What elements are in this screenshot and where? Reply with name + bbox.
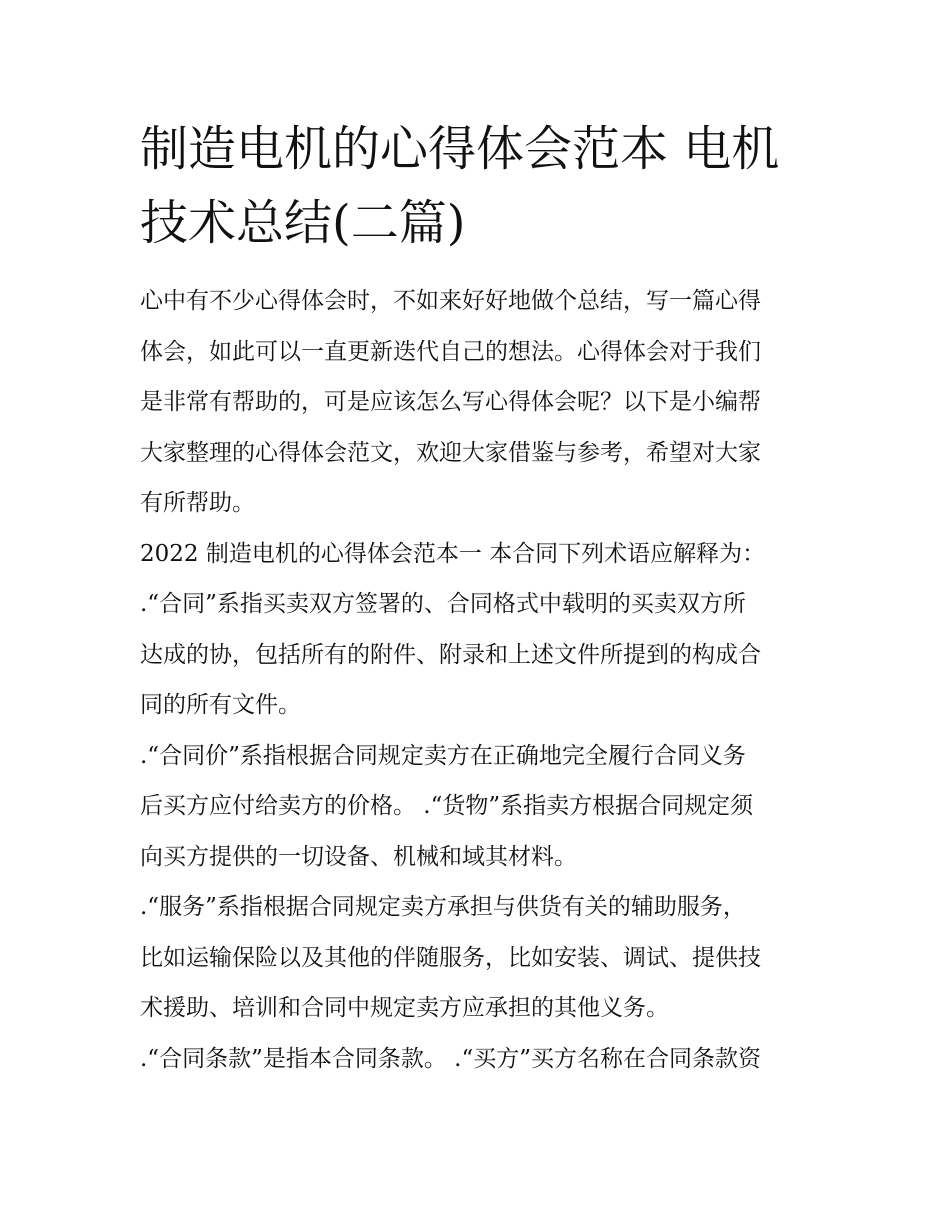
body-line: 体会，如此可以一直更新迭代自己的想法。心得体会对于我们: [140, 338, 761, 365]
body-line: 有所帮助。: [140, 490, 255, 516]
body-line: 大家整理的心得体会范文，欢迎大家借鉴与参考，希望对大家: [140, 439, 761, 466]
title-line: 制造电机的心得体会范本 电机: [140, 121, 780, 177]
body-line: 同的所有文件。: [140, 692, 301, 718]
body-line: .“合同条款”是指本合同条款。 .“买方”买方名称在合同条款资: [140, 1045, 761, 1072]
body-line: 2022 制造电机的心得体会范本一 本合同下列术语应解释为：: [140, 540, 766, 567]
body-line: .“合同”系指买卖双方签署的、合同格式中载明的买卖双方所: [140, 591, 746, 617]
document-title: [140, 112, 820, 260]
body-line: 术援助、培训和合同中规定卖方应承担的其他义务。: [140, 995, 669, 1021]
title-line: 技术总结(二篇): [140, 195, 466, 251]
document-body: [140, 276, 830, 1084]
body-line: 达成的协，包括所有的附件、附录和上述文件所提到的构成合: [140, 641, 761, 668]
body-line: .“合同价”系指根据合同规定卖方在正确地完全履行合同义务: [140, 742, 746, 769]
body-line: 心中有不少心得体会时，不如来好好地做个总结，写一篇心得: [140, 288, 761, 314]
body-line: 向买方提供的一切设备、机械和域其材料。: [140, 843, 577, 870]
body-line: .“服务”系指根据合同规定卖方承担与供货有关的辅助服务，: [140, 894, 746, 920]
body-line: 后买方应付给卖方的价格。 .“货物”系指卖方根据合同规定须: [140, 793, 754, 819]
body-line: 比如运输保险以及其他的伴随服务，比如安装、调试、提供技: [140, 944, 761, 971]
body-line: 是非常有帮助的，可是应该怎么写心得体会呢？以下是小编帮: [140, 389, 761, 415]
